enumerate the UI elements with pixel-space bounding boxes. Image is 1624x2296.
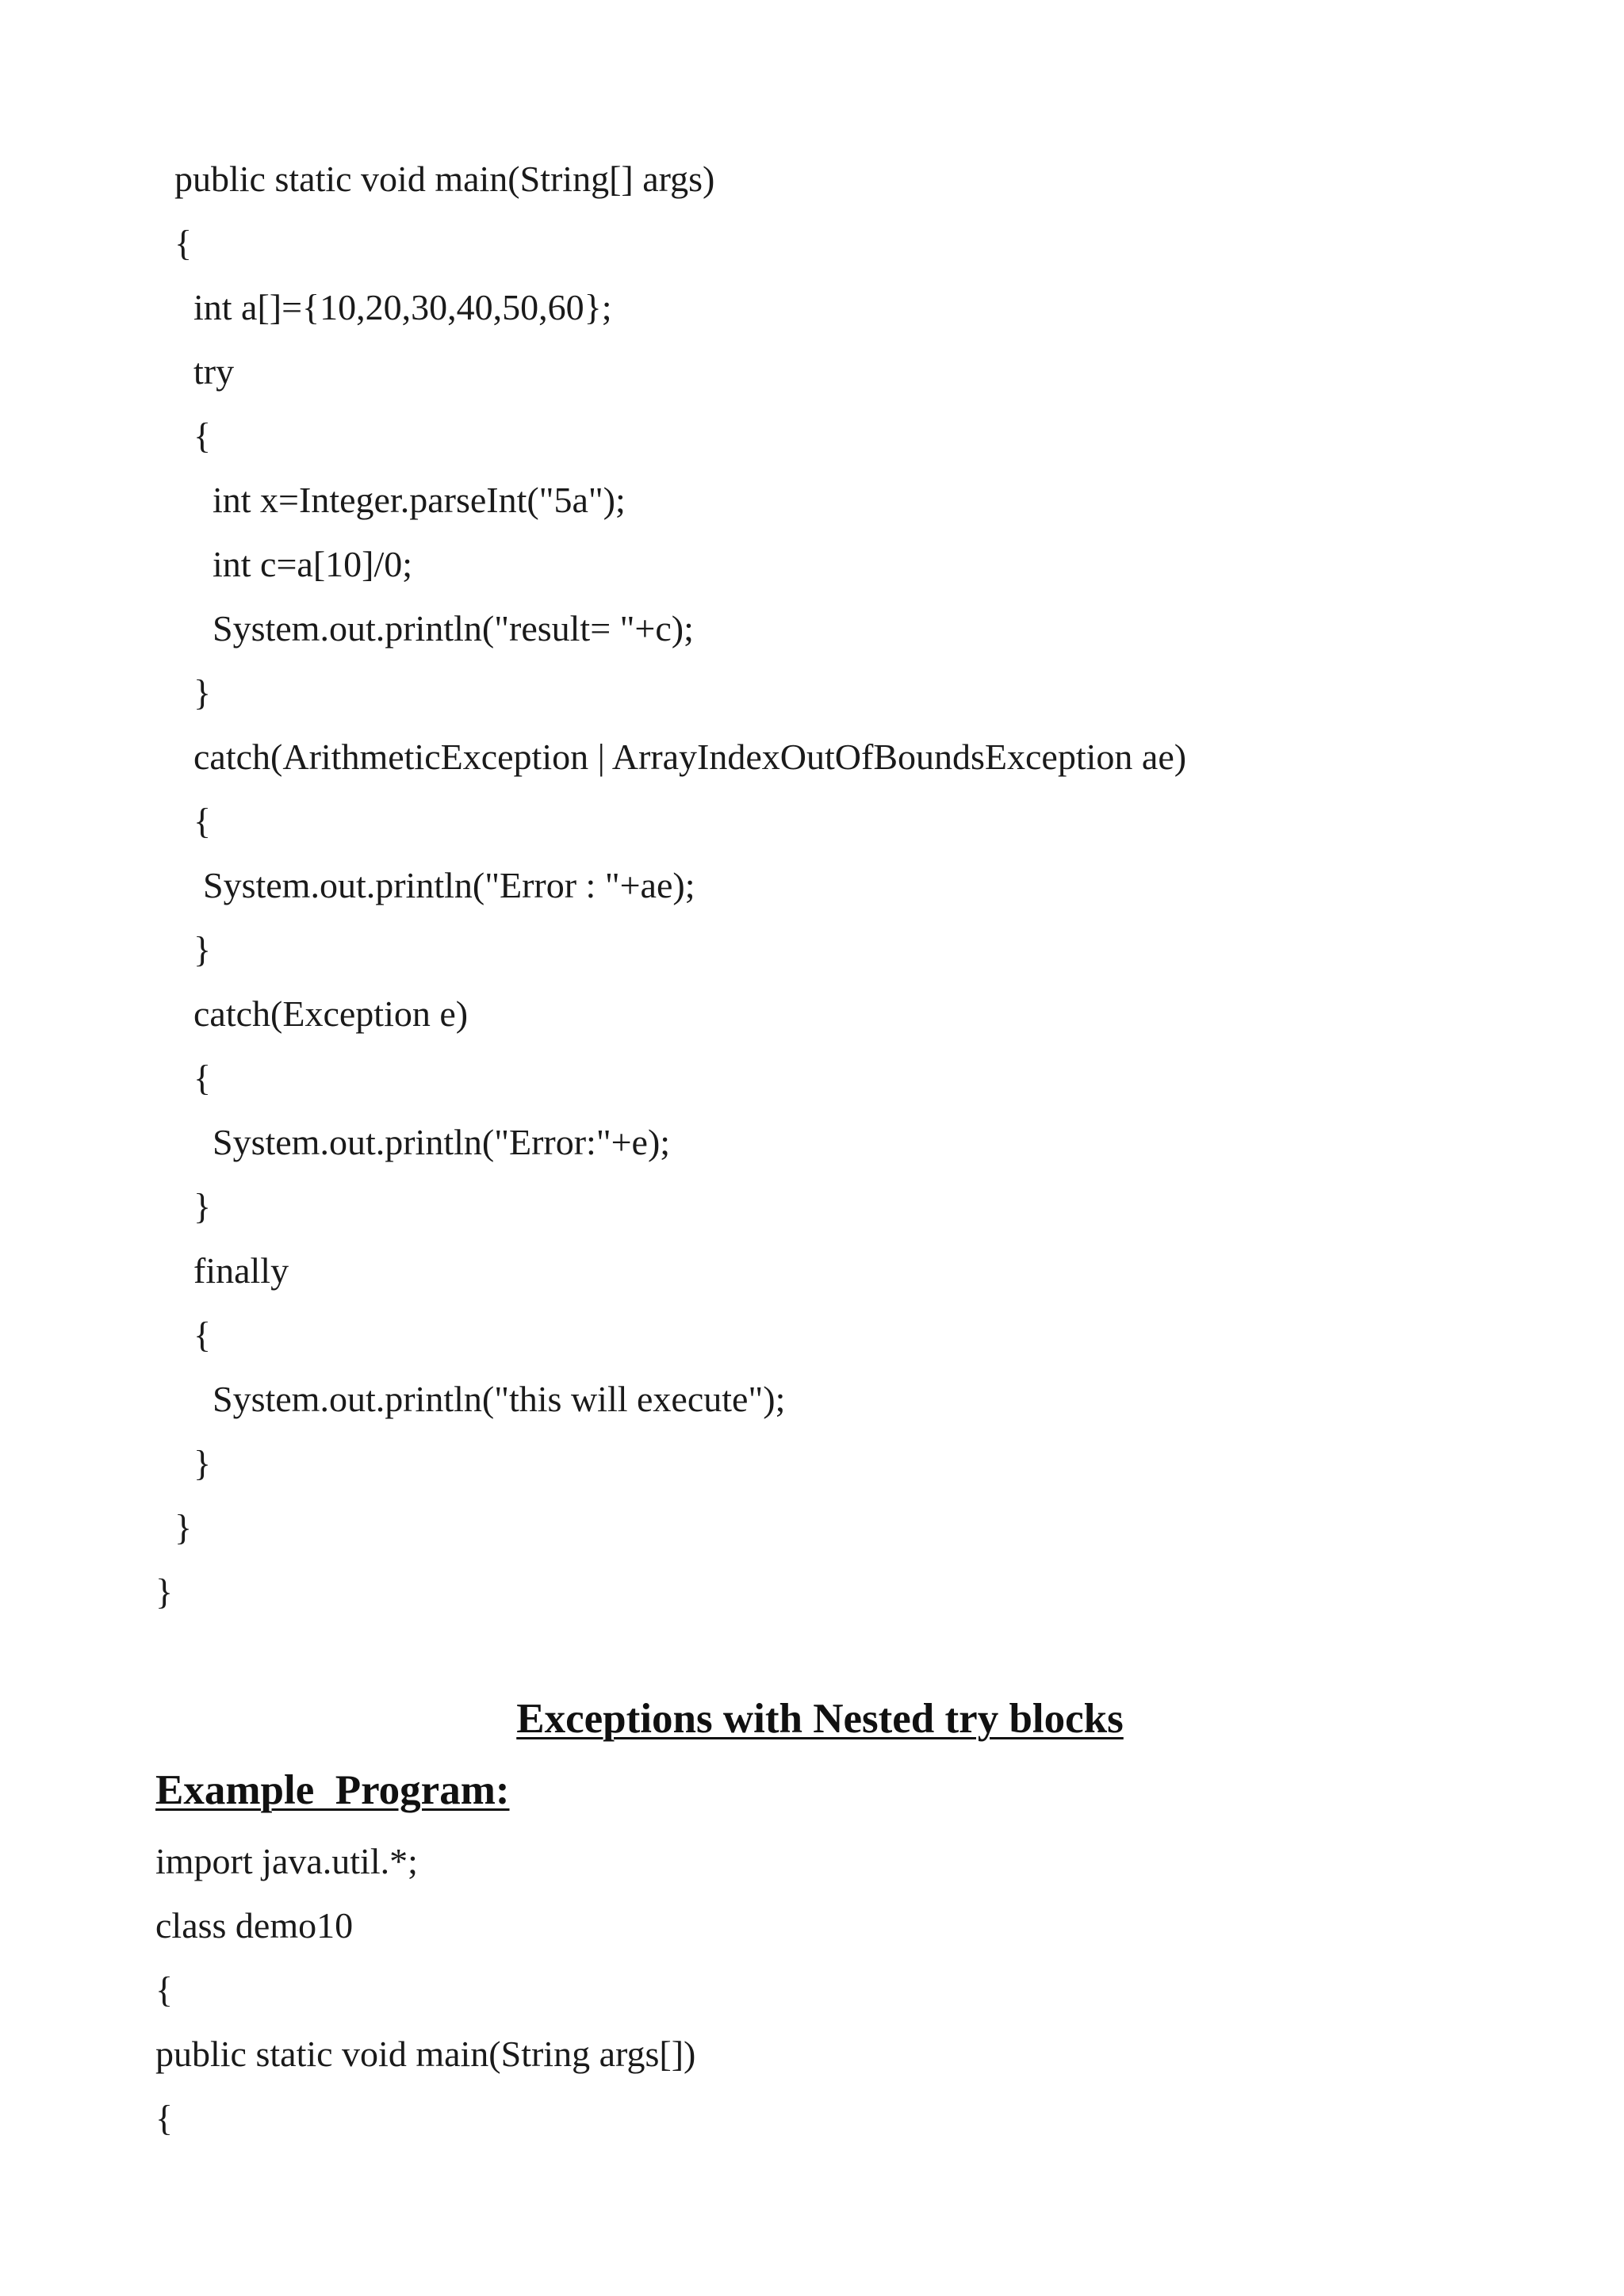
example-heading: Example Program: <box>155 1767 510 1813</box>
code-line: System.out.println("result= "+c); <box>213 608 694 649</box>
code-line: try <box>193 351 235 392</box>
code-line: catch(ArithmeticException | ArrayIndexOutOfBoundsException ae) <box>193 737 1187 777</box>
code-line: System.out.println("Error : "+ae); <box>203 865 695 905</box>
code-line: int x=Integer.parseInt("5a"); <box>213 480 626 520</box>
code-line: System.out.println("Error:"+e); <box>213 1122 671 1162</box>
code-line: import java.util.*; <box>155 1841 418 1881</box>
section-title: Exceptions with Nested try blocks <box>516 1696 1124 1742</box>
code-line: int c=a[10]/0; <box>213 544 413 584</box>
code-line: } <box>155 1571 174 1612</box>
code-line: { <box>193 1314 212 1355</box>
code-line: { <box>155 2098 174 2138</box>
code-line: } <box>193 1443 212 1483</box>
code-line: catch(Exception e) <box>193 993 469 1034</box>
code-line: { <box>193 1058 212 1098</box>
code-line: { <box>193 415 212 456</box>
code-line: { <box>193 801 212 841</box>
code-line: } <box>193 1186 212 1226</box>
code-line: } <box>193 929 212 970</box>
code-line: } <box>174 1507 193 1548</box>
code-line: System.out.println("this will execute"); <box>213 1379 786 1419</box>
code-line: int a[]={10,20,30,40,50,60}; <box>193 287 612 327</box>
code-line: finally <box>193 1250 289 1291</box>
code-line: { <box>174 223 193 263</box>
code-line: { <box>155 1969 174 2010</box>
code-line: public static void main(String[] args) <box>174 159 715 199</box>
code-line: public static void main(String args[]) <box>155 2034 696 2074</box>
code-line: class demo10 <box>155 1905 354 1946</box>
code-line: } <box>193 672 212 713</box>
